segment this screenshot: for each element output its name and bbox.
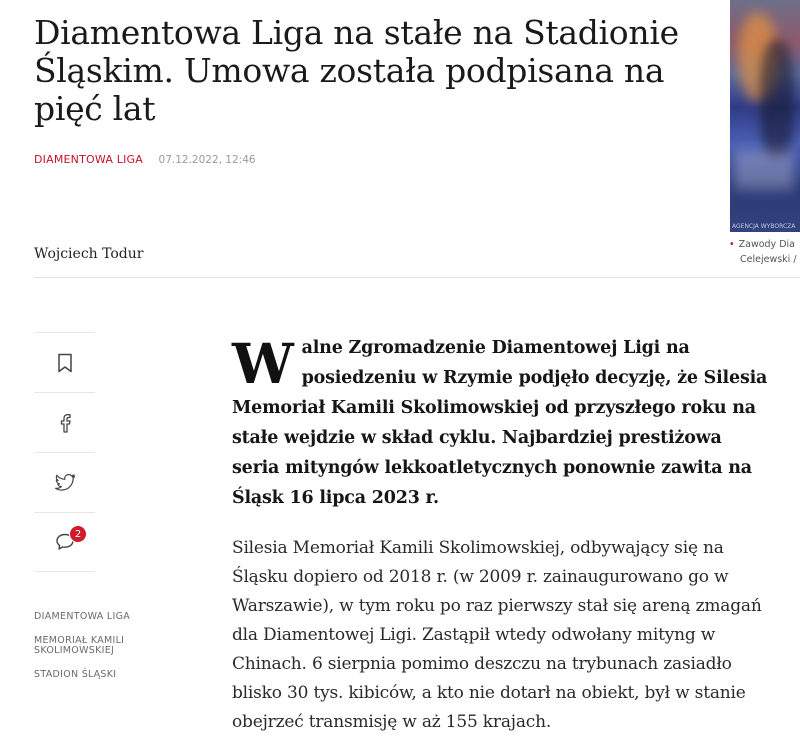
- article-body: [232, 333, 772, 737]
- article-meta: [34, 153, 256, 166]
- facebook-share-button[interactable]: [34, 392, 95, 452]
- comments-button[interactable]: [34, 512, 95, 572]
- bookmark-button[interactable]: [34, 332, 95, 392]
- twitter-share-button[interactable]: [34, 452, 95, 512]
- lead-text: alne Zgromadzenie Diamentowej Ligi na posiedzeniu w Rzymie podjęło decyzję, że Silesia Memoriał Kamili Skolimowskiej od przyszłego roku na stałe wejdzie w skład cyklu. Najbardziej prestiżowa seria mityngów lekkoatletycznych ponownie zawita na Śląsk 16 lipca 2023 r.: [232, 338, 768, 508]
- article-paragraph: Silesia Memoriał Kamili Skolimowskiej, odbywający się na Śląsku dopiero od 2018 r. (w 2009 r. zainaugurowano go w Warszawie), w tym roku po raz pierwszy stał się areną zmagań dla Diamentowej Ligi. Zastąpił wtedy odwołany mityng w Chinach. 6 sierpnia pomimo deszczu na trybunach zasiadło blisko 30 tys. kibiców, a kto nie dotarł na obiekt, był w stanie obejrzeć transmisję w aż 155 krajach.: [232, 538, 762, 732]
- tag-link[interactable]: MEMORIAŁ KAMILI SKOLIMOWSKIEJ: [34, 635, 125, 656]
- header-divider: [34, 277, 800, 278]
- image-blur-shadow: [760, 40, 794, 160]
- tag-link[interactable]: DIAMENTOWA LIGA: [34, 611, 131, 622]
- drop-cap: W: [232, 331, 294, 396]
- article-headline: Diamentowa Liga na stałe na Stadionie Śląskim. Umowa została podpisana na pięć lat: [34, 13, 679, 128]
- caption-line-1: Zawody Dia: [738, 239, 795, 250]
- share-sidebar: [34, 332, 95, 572]
- tag-list: [34, 612, 154, 694]
- tag-link[interactable]: STADION ŚLĄSKI: [34, 669, 117, 680]
- bookmark-icon: [57, 353, 73, 373]
- image-blur-track: [734, 150, 794, 190]
- image-credit: AGENCJA WYBORCZA: [732, 223, 796, 230]
- article-lead: [232, 333, 772, 513]
- facebook-icon: [59, 413, 71, 433]
- comment-count-badge: 2: [69, 525, 87, 543]
- caption-bullet-icon: •: [729, 239, 735, 250]
- author-name[interactable]: Wojciech Todur: [34, 246, 144, 262]
- hero-image[interactable]: [730, 0, 800, 232]
- category-link[interactable]: DIAMENTOWA LIGA: [34, 153, 144, 166]
- publish-date: 07.12.2022, 12:46: [158, 154, 256, 166]
- caption-line-2: Celejewski /: [740, 254, 797, 265]
- twitter-icon: [54, 474, 76, 492]
- image-caption: [729, 237, 800, 267]
